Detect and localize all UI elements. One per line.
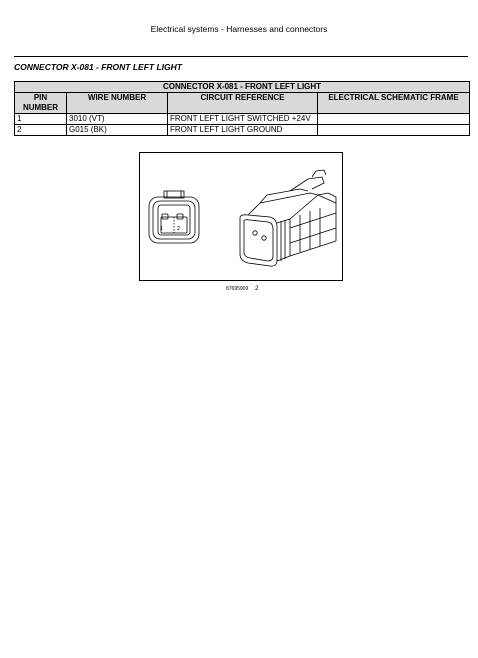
circuit-cell: FRONT LEFT LIGHT SWITCHED +24V xyxy=(168,114,318,125)
table-caption-row xyxy=(15,82,470,93)
figure-number: 2 xyxy=(255,285,259,292)
connector-perspective-view xyxy=(240,170,336,266)
circuit-cell: FRONT LEFT LIGHT GROUND xyxy=(168,125,318,136)
pin-cell: 2 xyxy=(15,125,67,136)
frame-cell xyxy=(318,114,470,125)
column-header-pin: PIN NUMBER xyxy=(15,93,67,114)
table-header-row xyxy=(15,93,470,114)
table-row xyxy=(15,125,470,136)
table-caption: CONNECTOR X-081 - FRONT LEFT LIGHT xyxy=(15,82,470,93)
table-row xyxy=(15,114,470,125)
wire-cell: G015 (BK) xyxy=(67,125,168,136)
connector-table xyxy=(14,81,470,136)
wire-cell: 3010 (VT) xyxy=(67,114,168,125)
page-header-title: Electrical systems - Harnesses and connectors xyxy=(150,24,328,34)
connector-illustration xyxy=(140,153,344,282)
connector-figure xyxy=(139,152,343,281)
header-divider xyxy=(14,56,468,57)
section-heading: CONNECTOR X-081 - FRONT LEFT LIGHT xyxy=(14,62,182,72)
column-header-wire: WIRE NUMBER xyxy=(67,93,168,114)
column-header-frame: ELECTRICAL SCHEMATIC FRAME xyxy=(318,93,470,114)
connector-face-view xyxy=(149,191,199,243)
frame-cell xyxy=(318,125,470,136)
column-header-circuit: CIRCUIT REFERENCE xyxy=(168,93,318,114)
pin-label-2: 2 xyxy=(177,226,181,232)
pin-label-1: 1 xyxy=(160,226,164,232)
pin-cell: 1 xyxy=(15,114,67,125)
figure-image-id: 87695909 xyxy=(226,286,249,292)
